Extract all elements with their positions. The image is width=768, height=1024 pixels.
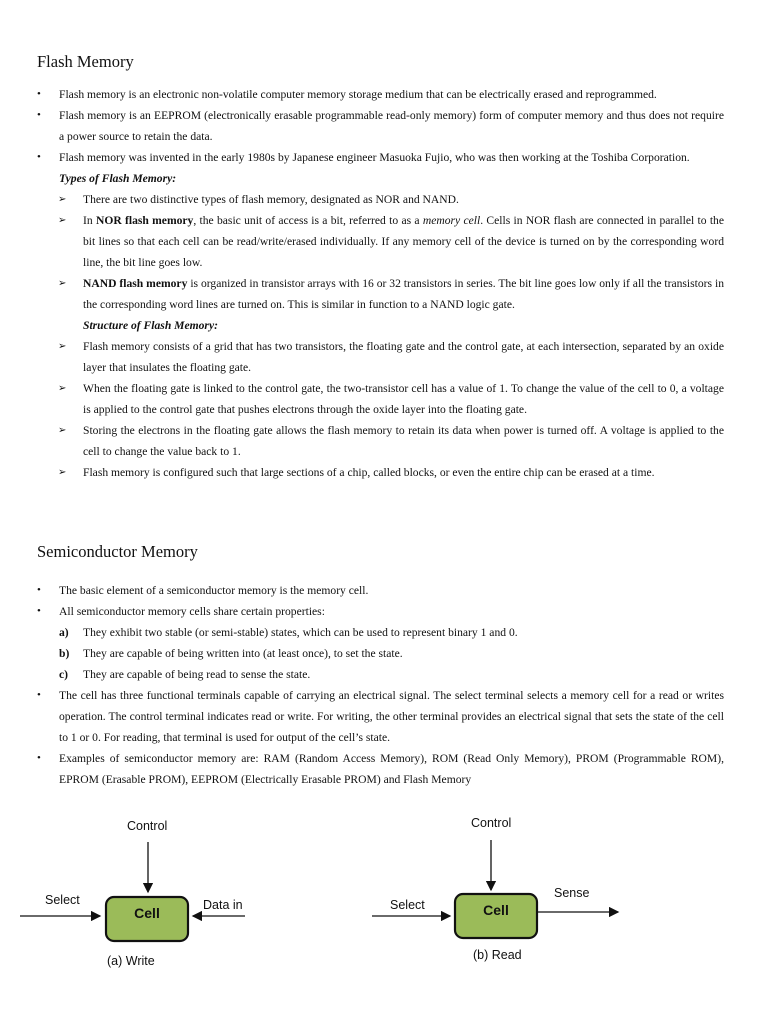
read-select-label: Select — [390, 898, 425, 912]
semiconductor-memory-section — [37, 580, 724, 790]
property-letter-b: b) — [59, 647, 70, 660]
write-control-label: Control — [127, 819, 168, 833]
nor-flash-term: NOR flash memory — [95, 214, 194, 227]
write-cell-label: Cell — [134, 905, 160, 921]
read-caption: (b) Read — [473, 948, 522, 962]
structure-item-2: ➢ When the floating gate is linked to the control gate, the two-transistor cell has a value of 1. To change the value of the cell to 0, a voltage is applied to the control gate that pushes electrons through the oxide layer into the floating gate. — [37, 378, 724, 420]
read-cell-label: Cell — [483, 902, 509, 918]
read-control-label: Control — [471, 816, 512, 830]
types-item-1: ➢ There are two distinctive types of flash memory, designated as NOR and NAND. — [37, 189, 724, 210]
flash-bullet-3: • Flash memory was invented in the early 1980s by Japanese engineer Masuoka Fujio, who was then working at the Toshiba Corporation. — [37, 147, 724, 168]
structure-item-4: ➢ Flash memory is configured such that large sections of a chip, called blocks, or even the entire chip can be erased at a time. — [37, 462, 724, 483]
flash-bullet-1: • Flash memory is an electronic non-volatile computer memory storage medium that can be electrically erased and reprogrammed. — [37, 84, 724, 105]
write-data-in-label: Data in — [203, 898, 243, 912]
flash-memory-heading: Flash Memory — [37, 52, 134, 71]
flash-memory-section — [37, 84, 724, 483]
property-text-b: They are capable of being written into (at least once), to set the state. — [83, 647, 403, 660]
memory-cell-term: memory cell — [422, 214, 481, 227]
property-text-c: They are capable of being read to sense the state. — [83, 668, 311, 681]
property-item-a — [37, 622, 724, 643]
types-item-2-pre: In — [83, 214, 96, 227]
flash-bullet-2: • Flash memory is an EEPROM (electronically erasable programmable read-only memory) form of computer memory and thus does not require a power source to retain the data. — [37, 105, 724, 147]
semiconductor-memory-heading: Semiconductor Memory — [37, 542, 198, 561]
structure-item-1: ➢ Flash memory consists of a grid that has two transistors, the floating gate and the control gate, at each intersection, separated by an oxide layer that insulates the floating gate. — [37, 336, 724, 378]
property-item-b — [37, 643, 724, 664]
semi-bullet-1: • The basic element of a semiconductor memory is the memory cell. — [37, 580, 724, 601]
types-item-3-post: is organized in transistor arrays with 16 or 32 transistors in series. The bit line goes low only if all the transistors in the corresponding word lines are turned on. This is similar in function to a NAND logic gate. — [83, 277, 724, 311]
nand-flash-term: NAND flash memory — [83, 277, 188, 290]
read-diagram — [372, 816, 618, 962]
read-sense-label: Sense — [554, 886, 590, 900]
property-text-a: They exhibit two stable (or semi-stable) states, which can be used to represent binary 1 and 0. — [83, 626, 518, 639]
structure-item-3: ➢ Storing the electrons in the floating gate allows the flash memory to retain its data when power is turned off. A voltage is applied to the cell to change the value back to 1. — [37, 420, 724, 462]
structure-heading: Structure of Flash Memory: — [83, 319, 218, 332]
types-item-3 — [37, 273, 724, 315]
write-diagram — [20, 819, 245, 968]
types-heading: Types of Flash Memory: — [59, 172, 177, 185]
property-letter-a: a) — [59, 626, 69, 639]
semi-bullet-4: • Examples of semiconductor memory are: RAM (Random Access Memory), ROM (Read Only Memory), PROM (Programmable ROM), EPROM (Erasable PROM), EEPROM (Electrically Erasable PROM) and Flash Memory — [37, 748, 724, 790]
write-select-label: Select — [45, 893, 80, 907]
memory-cell-diagram — [0, 800, 768, 1024]
semi-bullet-2: • All semiconductor memory cells share certain properties: — [37, 601, 724, 622]
property-item-c — [37, 664, 724, 685]
types-item-2-post: . Cells in NOR flash are connected in parallel to the bit lines so that each cell can be read/write/erased individually. If any memory cell of the device is turned on by the corresponding word line, the bit line goes low. — [83, 214, 724, 269]
types-item-2 — [37, 210, 724, 273]
write-caption: (a) Write — [107, 954, 155, 968]
types-item-2-mid: , the basic unit of access is a bit, referred to as a — [193, 214, 423, 227]
property-letter-c: c) — [59, 668, 69, 681]
semi-bullet-3: • The cell has three functional terminals capable of carrying an electrical signal. The select terminal selects a memory cell for a read or writes operation. The control terminal indicates read or write. For writing, the other terminal provides an electrical signal that sets the state of the cell to 1 or 0. For reading, that terminal is used for output of the cell’s state. — [37, 685, 724, 748]
